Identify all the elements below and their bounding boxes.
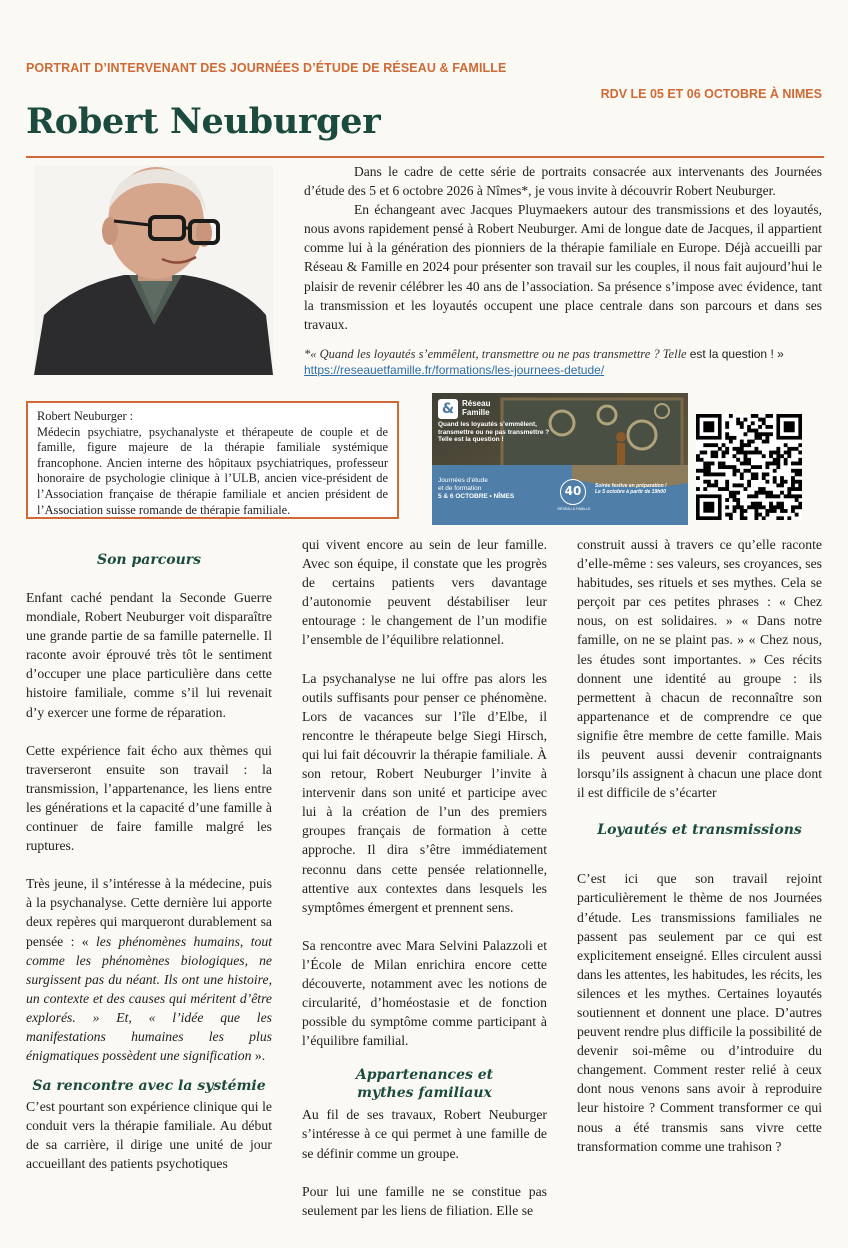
- intro-text: [304, 162, 822, 334]
- banner-tagline: transmettre ou ne pas transmettre ?: [438, 428, 550, 436]
- intro-paragraph: En échangeant avec Jacques Pluymaekers autour des transmissions et des loyautés, nous avons rapidement pensé à Robert Neuburger. Ami de longue date de Jacques, il appartient comme lui à la génération des pionniers de la thérapie familiale en Europe. Déjà accueilli par Réseau & Famille en 2024 pour présenter son travail sur les couples, il nous fait aujourd’hui le plaisir de revenir célébrer les 40 ans de l’association. Sa présence s’impose avec évidence, tant la transmission et les loyautés occupent une place centrale dans son parcours et dans ses travaux.: [304, 202, 822, 332]
- event-link[interactable]: https://reseauetfamille.fr/formations/les-journees-detude/: [304, 363, 605, 377]
- banner-dates: 5 & 6 OCTOBRE • NÎMES: [438, 493, 515, 500]
- banner-logo: &: [438, 399, 458, 419]
- title-divider: [26, 156, 824, 158]
- banner-logo-line2: Famille: [462, 408, 490, 417]
- paragraph: Au fil de ses travaux, Robert Neuburger s’intéresse à ce qui permet à une famille de se définir comme un groupe.: [302, 1107, 547, 1161]
- banner-tagline: Telle est la question !: [438, 436, 504, 443]
- column-2: [302, 535, 547, 1239]
- qr-code[interactable]: [696, 414, 802, 520]
- column-3: [577, 535, 822, 1175]
- section-heading-appartenances: Appartenances et mythes familiaux: [355, 1067, 494, 1102]
- intro-paragraph: Dans le cadre de cette série de portraits consacrée aux intervenants des Journées d’étude des 5 et 6 octobre 2026 à Nîmes*, je vous invite à découvrir Robert Neuburger.: [304, 164, 822, 199]
- paragraph-text: Très jeune, il s’intéresse à la médecine, puis à la psychanalyse. Cette dernière lui apporte deux repères qui marqueront durablement sa pensée : «: [26, 876, 272, 949]
- portrait-photo: [34, 165, 273, 375]
- anniversary-sub: RÉSEAU & FAMILLE: [557, 507, 591, 511]
- paragraph-text: ».: [254, 1048, 266, 1064]
- paragraph: construit aussi à travers ce qu’elle raconte d’elle-même : ses valeurs, ses croyances, ses habitudes, ses rituels et ses mythes. Cela se perçoit par ces petites phrases : « Chez nous, on est solidaires. » « Dans notre famille, on ne se plaint pas. » « Chez nous, les études sont importantes. » Ces récits donnent une identité au groupe : ils permettent à chacun de reconnaître son appartenance et de comprendre ce que signifie être membre de cette famille. Mais ils peuvent aussi devenir contraignants lorsqu’ils assignent à chacun une place dont il est difficile de s’écarter: [577, 537, 822, 801]
- page-title: Robert Neuburger: [26, 101, 381, 142]
- banner-tagline: Quand les loyautés s’emmêlent,: [438, 421, 537, 428]
- paragraph: Pour lui une famille ne se constitue pas seulement par les liens de filiation. Elle se: [302, 1183, 547, 1218]
- quote-end: est la question ! »: [689, 347, 784, 361]
- page-kicker: PORTRAIT D’INTERVENANT DES JOURNÉES D’ÉTUDE DE RÉSEAU & FAMILLE: [26, 61, 507, 75]
- section-heading-rencontre: Sa rencontre avec la systémie: [32, 1078, 266, 1095]
- paragraph-quote: les phénomènes humains, tout comme les phénomènes biologiques, ne surgissent pas du néant. Ils ont une histoire, un contexte et des causes qui méritent d’être explorés. » Et, « l’idée que les manifestations humaines les plus énigmatiques possèdent une signification: [26, 933, 273, 1064]
- section-heading-loyautes: Loyautés et transmissions: [597, 822, 802, 839]
- paragraph: Sa rencontre avec Mara Selvini Palazzoli et l’École de Milan enrichira encore cette découverte, notamment avec les notions de circularité, d’homéostasie et de fonction possible du symptôme comme participant à l’équilibre familial.: [302, 937, 547, 1049]
- event-banner-image: [432, 393, 688, 525]
- banner-party: Le 5 octobre à partir de 19h00: [595, 489, 666, 495]
- anniversary-number: 40: [564, 484, 582, 498]
- section-heading-parcours: Son parcours: [96, 552, 202, 568]
- paragraph: La psychanalyse ne lui offre pas alors les outils suffisants pour penser ce phénomène. Lors de vacances sur l’île d’Elbe, il rencontre le thérapeute belge Siegi Hirsch, qui lui fait découvrir la thérapie familiale. À son retour, Robert Neuburger l’invite à intervenir dans son unité et participe avec lui à la création de l’un des premiers groupes français de formation à cette approche. Il dira s’être immédiatement reconnu dans cette pensée relationnelle, attentive aux contextes dans lesquels les symptômes émergent et prennent sens.: [302, 670, 547, 915]
- paragraph: C’est ici que son travail rejoint particulièrement le thème de nos Journées d’étude. Les transmissions familiales ne passent pas seulement par ce qui est explicitement enseigné. Elles circulent aussi dans les attentes, les habitudes, les récits, les silences et les mythes. Certaines loyautés soutiennent et donnent une place. D’autres peuvent rendre plus difficile la possibilité de devenir soi-même ou d’introduire du changement. Comment rester relié à ceux dont nous venons sans avoir à reproduire leur histoire ? Comment transformer ce qui nous a été transmis sans vivre cette transformation comme une trahison ?: [577, 871, 822, 1154]
- paragraph: qui vivent encore au sein de leur famille. Avec son équipe, il constate que les progrès de certains patients vers davantage d’autonomie peuvent déstabiliser leur entourage : le changement de l’un modifie l’ensemble de l’équilibre relationnel.: [302, 537, 547, 648]
- paragraph: [26, 874, 272, 1065]
- quote-italic: *« Quand les loyautés s’emmêlent, transmettre ou ne pas transmettre ? Telle: [304, 347, 687, 361]
- paragraph: Cette expérience fait écho aux thèmes qui traverseront ensuite son travail : la transmission, l’appartenance, les liens entre les générations et la capacité d’une famille à continuer de faire famille malgré les ruptures.: [26, 742, 272, 854]
- paragraph: C’est pourtant son expérience clinique qui le conduit vers la thérapie familiale. Au début de sa carrière, il dirige une unité de jour accueillant des patients psychotiques: [26, 1099, 272, 1172]
- banner-event-line: Journées d’étude: [438, 477, 488, 484]
- banner-event-line: et de formation: [438, 485, 482, 492]
- anniversary-badge: [560, 479, 586, 505]
- banner-logo-line1: Réseau: [462, 399, 491, 408]
- column-1: [26, 551, 272, 1193]
- event-date-banner: RDV LE 05 ET 06 OCTOBRE À NIMES: [600, 87, 822, 101]
- bio-box: [26, 401, 399, 519]
- event-quote: [304, 346, 822, 378]
- paragraph: Enfant caché pendant la Seconde Guerre mondiale, Robert Neuburger voit disparaître une grande partie de sa famille paternelle. Il raconte avoir éprouvé très tôt le sentiment d’occuper une place particulière dans cette histoire familiale, comme s’il lui revenait d’y exercer une forme de réparation.: [26, 590, 272, 720]
- banner-party: Soirée festive en préparation !: [595, 483, 667, 489]
- bio-title: Robert Neuburger :: [37, 409, 134, 423]
- bio-text: Médecin psychiatre, psychanalyste et thérapeute de couple et de famille, figure majeure de la thérapie familiale systémique francophone. Ancien interne des hôpitaux psychiatriques, professeur honoraire de psychologie clinique à l’ULB, ancien vice-président de l’Association française de thérapie familiale et ancien président de l’Association suisse romande de thérapie familiale.: [37, 424, 388, 517]
